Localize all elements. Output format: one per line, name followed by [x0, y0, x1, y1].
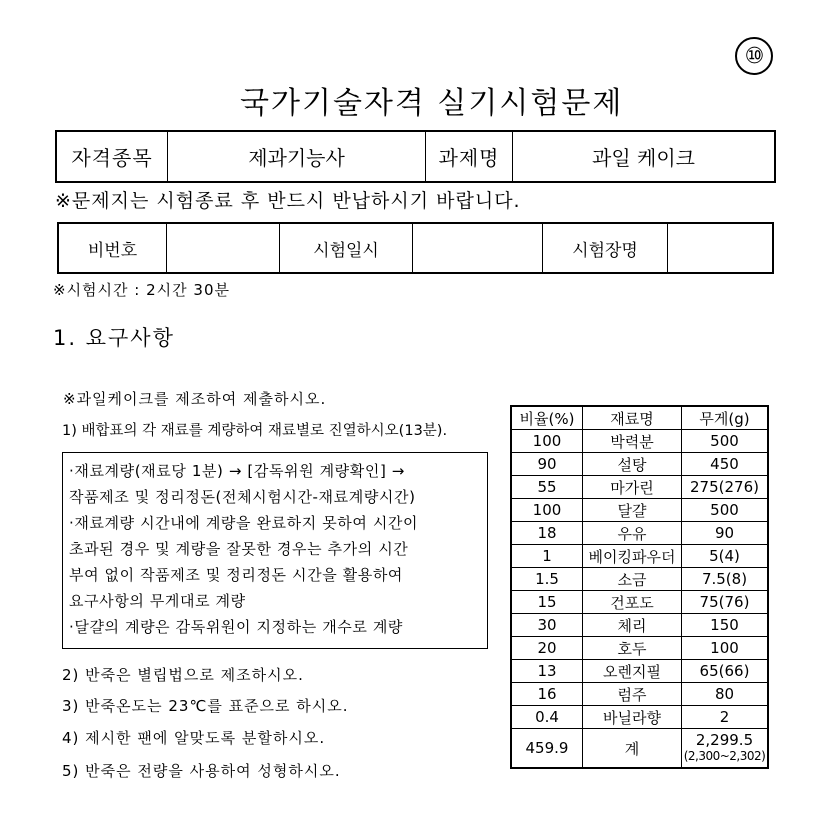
- recipe-weight-cell: 100: [682, 637, 769, 660]
- recipe-row: [511, 706, 768, 729]
- task-intro: ※과일케이크를 제조하여 제출하시오.: [63, 390, 327, 408]
- recipe-row: [511, 430, 768, 453]
- requirement-4: 4) 제시한 팬에 알맞도록 분할하시오.: [62, 729, 326, 747]
- recipe-weight-cell: 80: [682, 683, 769, 706]
- rule-line: 작품제조 및 정리정돈(전체시험시간-재료계량시간): [69, 488, 416, 506]
- total-weight-value: 2,299.5: [695, 731, 754, 749]
- recipe-weight-cell: 75(76): [682, 591, 769, 614]
- recipe-ingredient-cell: 건포도: [583, 591, 682, 614]
- recipe-ratio-cell: 13: [511, 660, 583, 683]
- rule-line: 부여 없이 작품제조 및 정리정돈 시간을 활용하여: [69, 566, 404, 584]
- recipe-weight-cell: 65(66): [682, 660, 769, 683]
- task-value: 과일 케이크: [513, 131, 776, 182]
- recipe-ingredient-cell: 럼주: [583, 683, 682, 706]
- header-ratio: 비율(%): [511, 406, 583, 430]
- recipe-row: [511, 614, 768, 637]
- recipe-ingredient-cell: 달걀: [583, 499, 682, 522]
- total-weight: [682, 729, 769, 769]
- recipe-ingredient-cell: 설탕: [583, 453, 682, 476]
- header-weight: 무게(g): [682, 406, 769, 430]
- recipe-row: [511, 522, 768, 545]
- return-notice: ※문제지는 시험종료 후 반드시 반납하시기 바랍니다.: [55, 190, 521, 212]
- recipe-row: [511, 499, 768, 522]
- recipe-ratio-cell: 18: [511, 522, 583, 545]
- recipe-ingredient-cell: 베이킹파우더: [583, 545, 682, 568]
- total-label: 계: [583, 729, 682, 769]
- recipe-ingredient-cell: 마가린: [583, 476, 682, 499]
- recipe-weight-cell: 2: [682, 706, 769, 729]
- rule-line: ·달걀의 계량은 감독위원이 지정하는 개수로 계량: [69, 618, 404, 636]
- qualification-value: 제과기능사: [168, 131, 426, 182]
- recipe-weight-cell: 500: [682, 499, 769, 522]
- recipe-weight-cell: 90: [682, 522, 769, 545]
- rule-line: 요구사항의 무게대로 계량: [69, 592, 246, 610]
- recipe-ingredient-cell: 바닐라향: [583, 706, 682, 729]
- recipe-ratio-cell: 55: [511, 476, 583, 499]
- recipe-ingredient-cell: 우유: [583, 522, 682, 545]
- weighing-rules-box: [62, 452, 488, 649]
- recipe-row: [511, 476, 768, 499]
- recipe-weight-cell: 150: [682, 614, 769, 637]
- recipe-total-row: [511, 729, 768, 769]
- recipe-ratio-cell: 20: [511, 637, 583, 660]
- exam-time: ※시험시간 : 2시간 30분: [53, 281, 230, 299]
- place-value[interactable]: [668, 223, 774, 273]
- page-title: 국가기술자격 실기시험문제: [240, 86, 624, 121]
- rule-line: ·재료계량(재료당 1분) → [감독위원 계량확인] →: [69, 462, 405, 480]
- requirement-1: 1) 배합표의 각 재료를 계량하여 재료별로 진열하시오(13분).: [62, 423, 448, 439]
- number-label: 비번호: [58, 223, 167, 273]
- requirement-5: 5) 반죽은 전량을 사용하여 성형하시오.: [62, 762, 341, 780]
- number-value[interactable]: [167, 223, 280, 273]
- recipe-ratio-cell: 100: [511, 499, 583, 522]
- recipe-weight-cell: 450: [682, 453, 769, 476]
- recipe-ratio-cell: 90: [511, 453, 583, 476]
- requirement-2: 2) 반죽은 별립법으로 제조하시오.: [62, 666, 304, 684]
- header-ingredient: 재료명: [583, 406, 682, 430]
- recipe-ingredient-cell: 호두: [583, 637, 682, 660]
- recipe-table: [510, 405, 769, 769]
- date-value[interactable]: [413, 223, 543, 273]
- total-ratio: 459.9: [511, 729, 583, 769]
- recipe-weight-cell: 275(276): [682, 476, 769, 499]
- recipe-ingredient-cell: 박력분: [583, 430, 682, 453]
- recipe-row: [511, 683, 768, 706]
- date-label: 시험일시: [280, 223, 413, 273]
- recipe-weight-cell: 500: [682, 430, 769, 453]
- recipe-ratio-cell: 100: [511, 430, 583, 453]
- recipe-ratio-cell: 1.5: [511, 568, 583, 591]
- recipe-weight-cell: 7.5(8): [682, 568, 769, 591]
- place-label: 시험장명: [543, 223, 668, 273]
- requirement-3: 3) 반죽온도는 23℃를 표준으로 하시오.: [62, 697, 349, 715]
- exam-info-table: [57, 222, 774, 274]
- recipe-ratio-cell: 16: [511, 683, 583, 706]
- recipe-ingredient-cell: 오렌지필: [583, 660, 682, 683]
- page-number-badge: ⑩: [735, 37, 773, 75]
- recipe-ingredient-cell: 체리: [583, 614, 682, 637]
- recipe-weight-cell: 5(4): [682, 545, 769, 568]
- recipe-ratio-cell: 15: [511, 591, 583, 614]
- recipe-ratio-cell: 0.4: [511, 706, 583, 729]
- rule-line: 초과된 경우 및 계량을 잘못한 경우는 추가의 시간: [69, 540, 409, 558]
- section-heading: 1. 요구사항: [53, 326, 175, 350]
- recipe-row: [511, 545, 768, 568]
- recipe-row: [511, 591, 768, 614]
- qualification-table: [55, 130, 776, 183]
- recipe-row: [511, 568, 768, 591]
- total-weight-range: (2,300~2,302): [683, 749, 766, 763]
- recipe-ratio-cell: 30: [511, 614, 583, 637]
- qualification-label: 자격종목: [56, 131, 168, 182]
- recipe-row: [511, 660, 768, 683]
- recipe-ingredient-cell: 소금: [583, 568, 682, 591]
- recipe-row: [511, 637, 768, 660]
- recipe-header-row: [511, 406, 768, 430]
- rule-line: ·재료계량 시간내에 계량을 완료하지 못하여 시간이: [69, 514, 419, 532]
- recipe-row: [511, 453, 768, 476]
- recipe-ratio-cell: 1: [511, 545, 583, 568]
- task-label: 과제명: [426, 131, 513, 182]
